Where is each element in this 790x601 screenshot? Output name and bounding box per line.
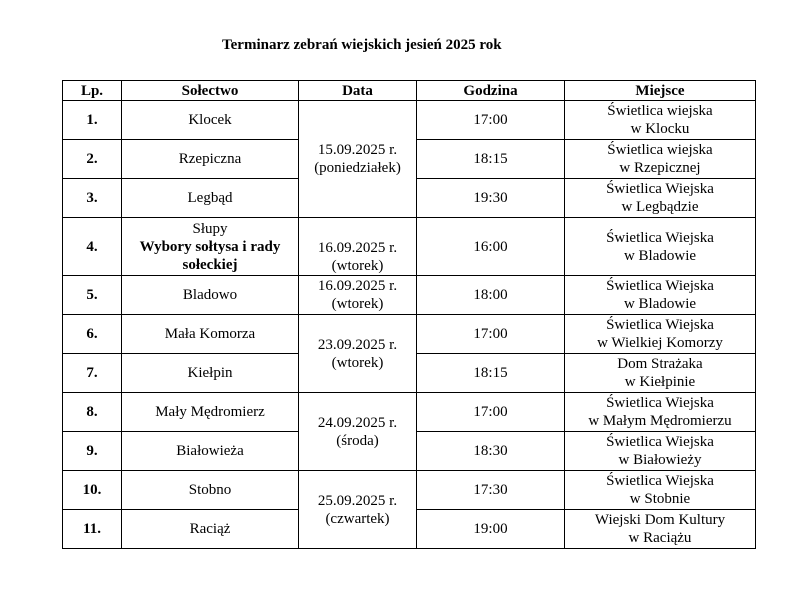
time-cell: 17:00 [417,101,565,140]
weekday-value: (czwartek) [325,510,390,527]
time-cell: 18:00 [417,276,565,315]
place-location: w Legbądzie [621,199,699,215]
date-cell [299,393,417,471]
place-cell [565,432,756,471]
time-cell: 17:30 [417,471,565,510]
time-cell: 19:00 [417,510,565,549]
time-cell: 18:15 [417,354,565,393]
row-number: 2. [63,140,122,179]
place-cell [565,179,756,218]
solectwo-name: Słupy [192,220,228,237]
solectwo-cell: Mała Komorza [122,315,299,354]
place-name: Wiejski Dom Kultury [594,512,726,528]
place-cell [565,510,756,549]
place-name: Świetlica Wiejska [606,473,714,489]
place-location: w Stobnie [629,491,691,507]
date-cell [299,218,417,276]
place-name: Świetlica Wiejska [606,181,714,197]
date-cell [299,471,417,549]
table-row [63,218,756,276]
place-location: w Bladowie [623,296,697,312]
place-location: w Wielkiej Komorzy [597,335,723,351]
time-cell: 16:00 [417,218,565,276]
place-cell [565,354,756,393]
header-data: Data [299,81,417,101]
place-name: Świetlica Wiejska [606,278,714,294]
solectwo-cell: Raciąż [122,510,299,549]
place-name: Dom Strażaka [617,356,703,372]
solectwo-cell: Bladowo [122,276,299,315]
solectwo-cell: Mały Mędromierz [122,393,299,432]
row-number: 7. [63,354,122,393]
place-location: w Bladowie [623,247,697,264]
row-number: 10. [63,471,122,510]
place-cell [565,315,756,354]
table-row [63,101,756,140]
schedule-table [62,80,756,549]
time-cell: 19:30 [417,179,565,218]
date-value: 25.09.2025 r. [317,492,398,509]
place-location: w Białowieży [618,452,702,468]
place-cell [565,140,756,179]
row-number: 1. [63,101,122,140]
place-cell [565,276,756,315]
time-cell: 18:15 [417,140,565,179]
place-cell [565,471,756,510]
header-lp: Lp. [63,81,122,101]
date-value: 16.09.2025 r. [317,240,398,256]
solectwo-cell: Białowieża [122,432,299,471]
weekday-value: (wtorek) [331,258,384,274]
place-name: Świetlica wiejska [607,142,713,158]
row-number: 11. [63,510,122,549]
weekday-value: (poniedziałek) [314,160,401,176]
weekday-value: (wtorek) [331,296,384,312]
weekday-value: (środa) [336,432,379,449]
time-cell: 17:00 [417,393,565,432]
header-godzina: Godzina [417,81,565,101]
solectwo-cell: Rzepiczna [122,140,299,179]
row-number: 4. [63,218,122,276]
solectwo-cell: Legbąd [122,179,299,218]
row-number: 5. [63,276,122,315]
solectwo-cell: Stobno [122,471,299,510]
date-cell [299,315,417,393]
place-location: w Raciążu [628,530,692,546]
place-cell [565,393,756,432]
row-number: 9. [63,432,122,471]
place-name: Świetlica Wiejska [606,395,714,411]
place-location: w Klocku [630,121,690,137]
header-row [63,81,756,101]
election-note: Wybory sołtysa i rady sołeckiej [139,238,281,273]
place-name: Świetlica Wiejska [606,229,714,246]
header-solectwo: Sołectwo [122,81,299,101]
date-value: 16.09.2025 r. [317,278,398,294]
weekday-value: (wtorek) [331,354,384,371]
table-row [63,393,756,432]
place-name: Świetlica Wiejska [606,317,714,333]
row-number: 3. [63,179,122,218]
place-cell [565,101,756,140]
place-name: Świetlica Wiejska [606,434,714,450]
place-location: w Rzepicznej [619,160,701,176]
date-cell [299,276,417,315]
place-cell [565,218,756,276]
header-miejsce: Miejsce [565,81,756,101]
date-cell [299,101,417,218]
time-cell: 17:00 [417,315,565,354]
solectwo-cell [122,218,299,276]
time-cell: 18:30 [417,432,565,471]
table-row [63,276,756,315]
solectwo-cell: Klocek [122,101,299,140]
table-row [63,471,756,510]
place-location: w Kiełpinie [624,374,696,390]
page-title: Terminarz zebrań wiejskich jesień 2025 rok [222,37,502,53]
date-value: 15.09.2025 r. [317,142,398,158]
row-number: 6. [63,315,122,354]
place-name: Świetlica wiejska [607,103,713,119]
table-row [63,315,756,354]
date-value: 23.09.2025 r. [317,336,398,353]
place-location: w Małym Mędromierzu [588,413,732,429]
date-value: 24.09.2025 r. [317,414,398,431]
row-number: 8. [63,393,122,432]
solectwo-cell: Kiełpin [122,354,299,393]
